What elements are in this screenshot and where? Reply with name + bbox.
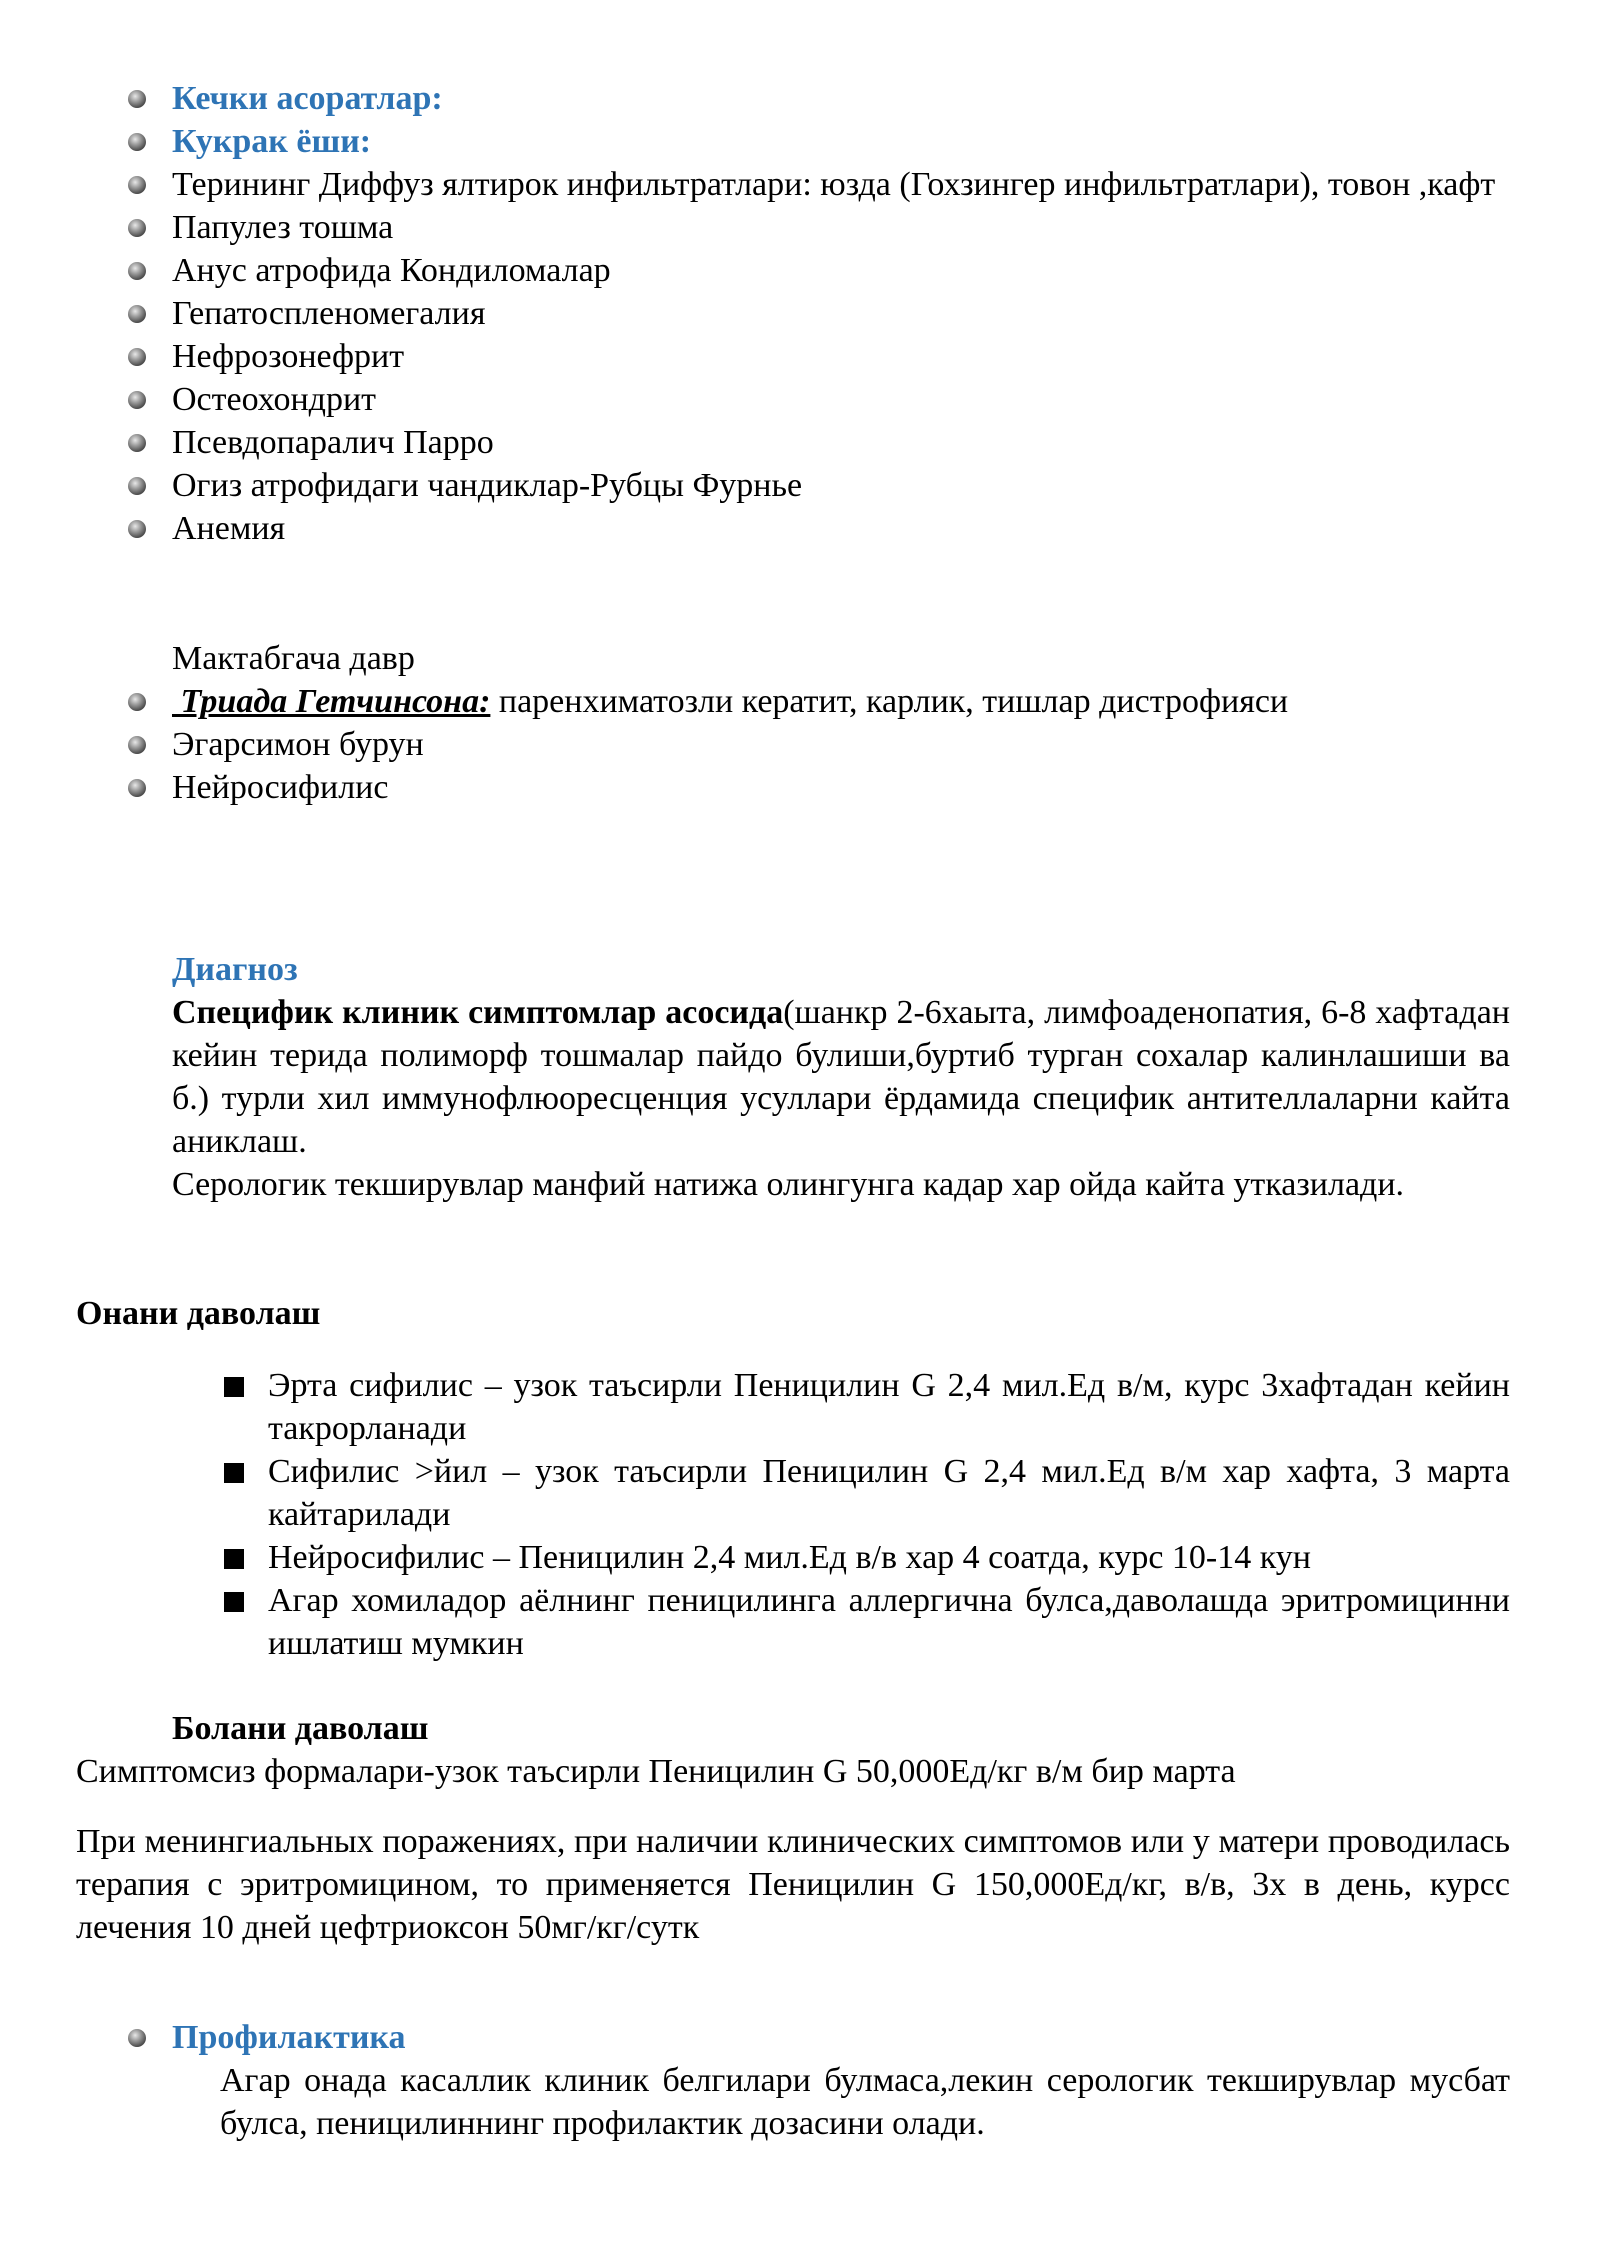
square-bullet-icon [224,1549,244,1569]
list-item-text: Папулез тошма [172,209,394,246]
square-bullet-icon [224,1463,244,1483]
square-bullet-icon [224,1377,244,1397]
list-item [216,1450,1510,1536]
list-item [120,206,1510,249]
list-item [216,1364,1510,1450]
bullet-icon [128,434,146,452]
list-item [120,249,1510,292]
complications-list [120,77,1510,550]
list-item-text: Анемия [172,510,286,547]
diagnosis-paragraph [172,991,1510,1163]
list-item [120,507,1510,550]
list-item [120,120,1510,163]
list-item [120,464,1510,507]
list-item [120,292,1510,335]
list-item-text: Сифилис >йил – узок таъсирли Пеницилин G 2,4 мил.Ед в/м хар хафта, 3 марта кайтарилади [268,1453,1510,1533]
triad-title: Триада Гетчинсона: [180,683,491,720]
list-item-text: Нефрозонефрит [172,338,405,375]
mother-treatment-list [216,1364,1510,1665]
bullet-icon [128,2029,146,2047]
bullet-icon [128,176,146,194]
bullet-icon [128,262,146,280]
bullet-icon [128,391,146,409]
diagnosis-heading: Диагноз [172,951,298,988]
list-item-text: Кечки асоратлар: [172,80,443,117]
bullet-icon [128,693,146,711]
bullet-icon [128,133,146,151]
prophylaxis-list [120,2016,1510,2059]
list-item [120,378,1510,421]
list-item [120,163,1510,206]
list-item-text: Огиз атрофидаги чандиклар-Рубцы Фурнье [172,467,803,504]
bullet-icon [128,779,146,797]
preschool-label: Мактабгача давр [172,640,415,677]
triad-text: паренхиматозли кератит, карлик, тишлар дистрофияси [490,683,1289,720]
list-item [120,766,1510,809]
list-item [216,1579,1510,1665]
list-item [120,723,1510,766]
prophylaxis-text: Агар онада касаллик клиник белгилари булмаса,лекин серологик текширувлар мусбат булса, пеницилиннинг профилактик дозасини олади. [220,2062,1510,2142]
list-item-text: Эрта сифилис – узок таъсирли Пеницилин G 2,4 мил.Ед в/м, курс 3хафтадан кейин такрорланади [268,1367,1510,1447]
list-item-text: Кукрак ёши: [172,123,372,160]
preschool-list [120,680,1510,809]
bullet-icon [128,305,146,323]
list-item-text: Псевдопаралич Парро [172,424,494,461]
bullet-icon [128,736,146,754]
list-item-text: Терининг Диффуз ялтирок инфильтратлари: юзда (Гохзингер инфильтратлари), товон ,кафт [172,166,1496,203]
list-item [120,335,1510,378]
child-treatment-line: Симптомсиз формалари-узок таъсирли Пеницилин G 50,000Ед/кг в/м бир марта [76,1753,1236,1790]
list-item-text: Нейросифилис – Пеницилин 2,4 мил.Ед в/в хар 4 соатда, курс 10-14 кун [268,1539,1311,1576]
list-item [120,421,1510,464]
serology-paragraph: Серологик текширувлар манфий натижа олингунга кадар хар ойда кайта утказилади. [172,1166,1405,1203]
list-item-text: Эгарсимон бурун [172,726,424,763]
list-item [120,2016,1510,2059]
list-item-text: Гепатоспленомегалия [172,295,486,332]
list-item [120,680,1510,723]
square-bullet-icon [224,1592,244,1612]
list-item [120,77,1510,120]
child-treatment-paragraph: При менингиальных поражениях, при наличии клинических симптомов или у матери проводилась терапия с эритромицином, то применяется Пеницилин G 150,000Ед/кг, в/в, 3х в день, курсс лечения 10 дней цефтриоксон 50мг/кг/сутк [76,1823,1510,1946]
list-item-text: Анус атрофида Кондиломалар [172,252,611,289]
diagnosis-lead: Специфик клиник симптомлар асосида [172,994,784,1031]
diagnosis-text: (шанкр 2-6хаыта, лимфоаденопатия, 6-8 хафтадан кейин терида полиморф тошмалар пайдо булиши,буртиб турган сохалар калинлашиши ва б.) турли хил иммунофлюоресценция усуллари ёрдамида специфик антителлаларни кайта аниклаш. [172,994,1510,1160]
prophylaxis-heading: Профилактика [172,2019,406,2056]
child-treatment-heading: Болани даволаш [172,1710,429,1747]
bullet-icon [128,219,146,237]
list-item [216,1536,1510,1579]
bullet-icon [128,477,146,495]
bullet-icon [128,90,146,108]
list-item-text: Нейросифилис [172,769,389,806]
list-item-text: Остеохондрит [172,381,376,418]
bullet-icon [128,520,146,538]
mother-treatment-heading: Онани даволаш [76,1295,321,1332]
list-item-text: Агар хомиладор аёлнинг пеницилинга аллергична булса,даволашда эритромицинни ишлатиш мумкин [268,1582,1510,1662]
bullet-icon [128,348,146,366]
